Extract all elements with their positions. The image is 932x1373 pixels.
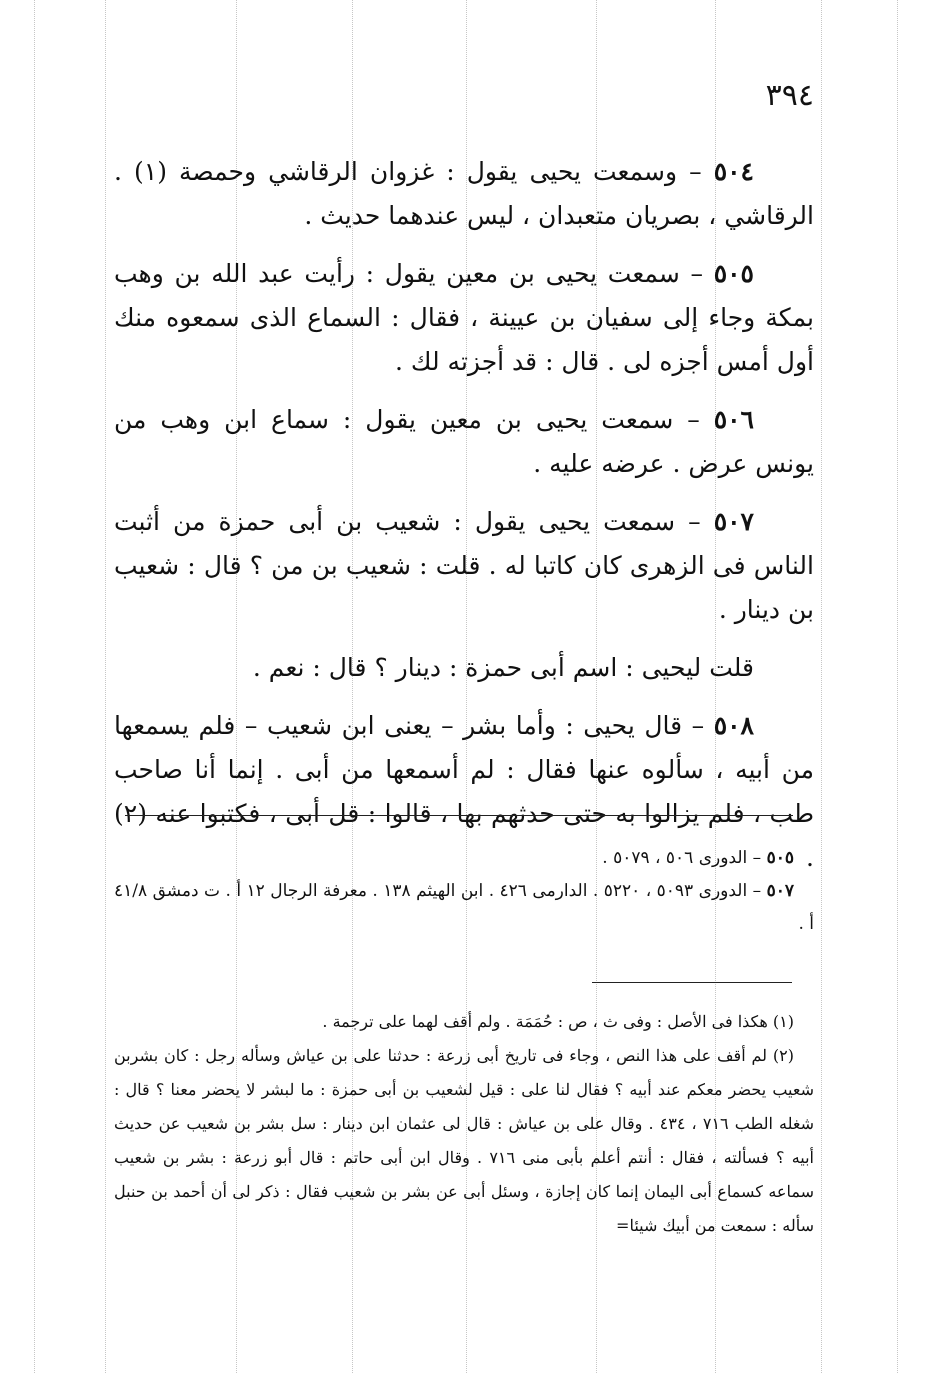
source-number: ٥٠٥: [766, 848, 794, 868]
source-text: – الدورى ٥٠٦ ، ٥٠٧٩ .: [602, 848, 767, 868]
entry-text: – سمعت يحيى بن معين يقول : سماع ابن وهب من يونس عرض . عرضه عليه .: [114, 405, 814, 478]
entry-number: ٥٠٨: [713, 711, 754, 740]
entry-text: قلت ليحيى : اسم أبى حمزة : دينار ؟ قال : نعم .: [252, 653, 754, 682]
entry-text: – سمعت يحيى بن معين يقول : رأيت عبد الله بن وهب بمكة وجاء إلى سفيان بن عيينة ، فقال : السماع الذى سمعوه منك أول أمس أجزه لى . قال : قد أجزته لك .: [114, 259, 814, 376]
entry-506: [114, 398, 814, 486]
entry-text: – وسمعت يحيى يقول : غزوان الرقاشي وحمصة (١) . الرقاشي ، بصريان متعبدان ، ليس عندهما حديث .: [114, 157, 814, 230]
entry-505: [114, 252, 814, 384]
entry-number: ٥٠٤: [713, 157, 754, 186]
entry-number: ٥٠٦: [713, 405, 754, 434]
source-references: [114, 842, 814, 941]
entry-507-continuation: [114, 646, 814, 690]
entry-number: ٥٠٧: [713, 507, 754, 536]
section-separator: [125, 815, 793, 816]
entry-number: ٥٠٥: [713, 259, 754, 288]
scan-guide-line: [897, 0, 898, 1373]
scan-guide-line: [34, 0, 35, 1373]
scan-guide-line: [821, 0, 822, 1373]
entry-504: [114, 150, 814, 238]
source-507: [114, 875, 814, 941]
footnote-1: (١) هكذا فى الأصل : وفى ث ، ص : حُمَمَة . ولم أقف لهما على ترجمة .: [322, 1012, 794, 1031]
footnotes: [114, 1005, 814, 1243]
source-text: – الدورى ٥٠٩٣ ، ٥٢٢٠ . الدارمى ٤٢٦ . ابن الهيثم ١٣٨ . معرفة الرجال ١٢ أ . ت دمشق ٤١/٨ أ .: [114, 881, 814, 934]
footnote-2: (٢) لم أقف على هذا النص ، وجاء فى تاريخ أبى زرعة : حدثنا على بن عياش وسأله رجل : كان بشربن شعيب يحضر معكم عند أبيه ؟ فقال لنا على : قيل لشعيب بن أبى حمزة : ما لبشر لا يحضر معنا ؟ قال : شغله الطب ٧١٦ ، ٤٣٤ . وقال على بن عياش : قال لى عثمان ابن دينار : سل بشر بن شعيب عن حديث أبيه ؟ فسألته ، فقال : أنتم أعلم بأبى منى ٧١٦ . وقال ابن أبى حاتم : قال أبو زرعة : بشر بن شعيب سماعه كسماع أبى اليمان إنما كان إجازة ، وسئل أبى عن بشر بن شعيب فقال : ذكر لى أن أحمد بن حنبل سأله : سمعت من أبيك شيئا=: [114, 1046, 815, 1235]
entry-text: – سمعت يحيى يقول : شعيب بن أبى حمزة من أثبت الناس فى الزهرى كان كاتبا له . قلت : شعيب بن من ؟ قال : شعيب بن دينار .: [114, 507, 814, 624]
source-505: [114, 842, 814, 875]
source-number: ٥٠٧: [766, 881, 794, 901]
main-text: [114, 150, 814, 894]
page-number: ٣٩٤: [765, 78, 814, 113]
scan-guide-line: [105, 0, 106, 1373]
entry-text: – قال يحيى : وأما بشر – يعنى ابن شعيب – فلم يسمعها من أبيه ، سألوه عنها فقال : لم أسمعها من أبى . إنما أنا صاحب طب ، فلم يزالوا به حتى حدثهم بها ، قالوا : قل أبى ، فكتبوا عنه (٢) .: [114, 711, 814, 872]
entry-507: [114, 500, 814, 632]
footnote-separator: [592, 982, 792, 983]
